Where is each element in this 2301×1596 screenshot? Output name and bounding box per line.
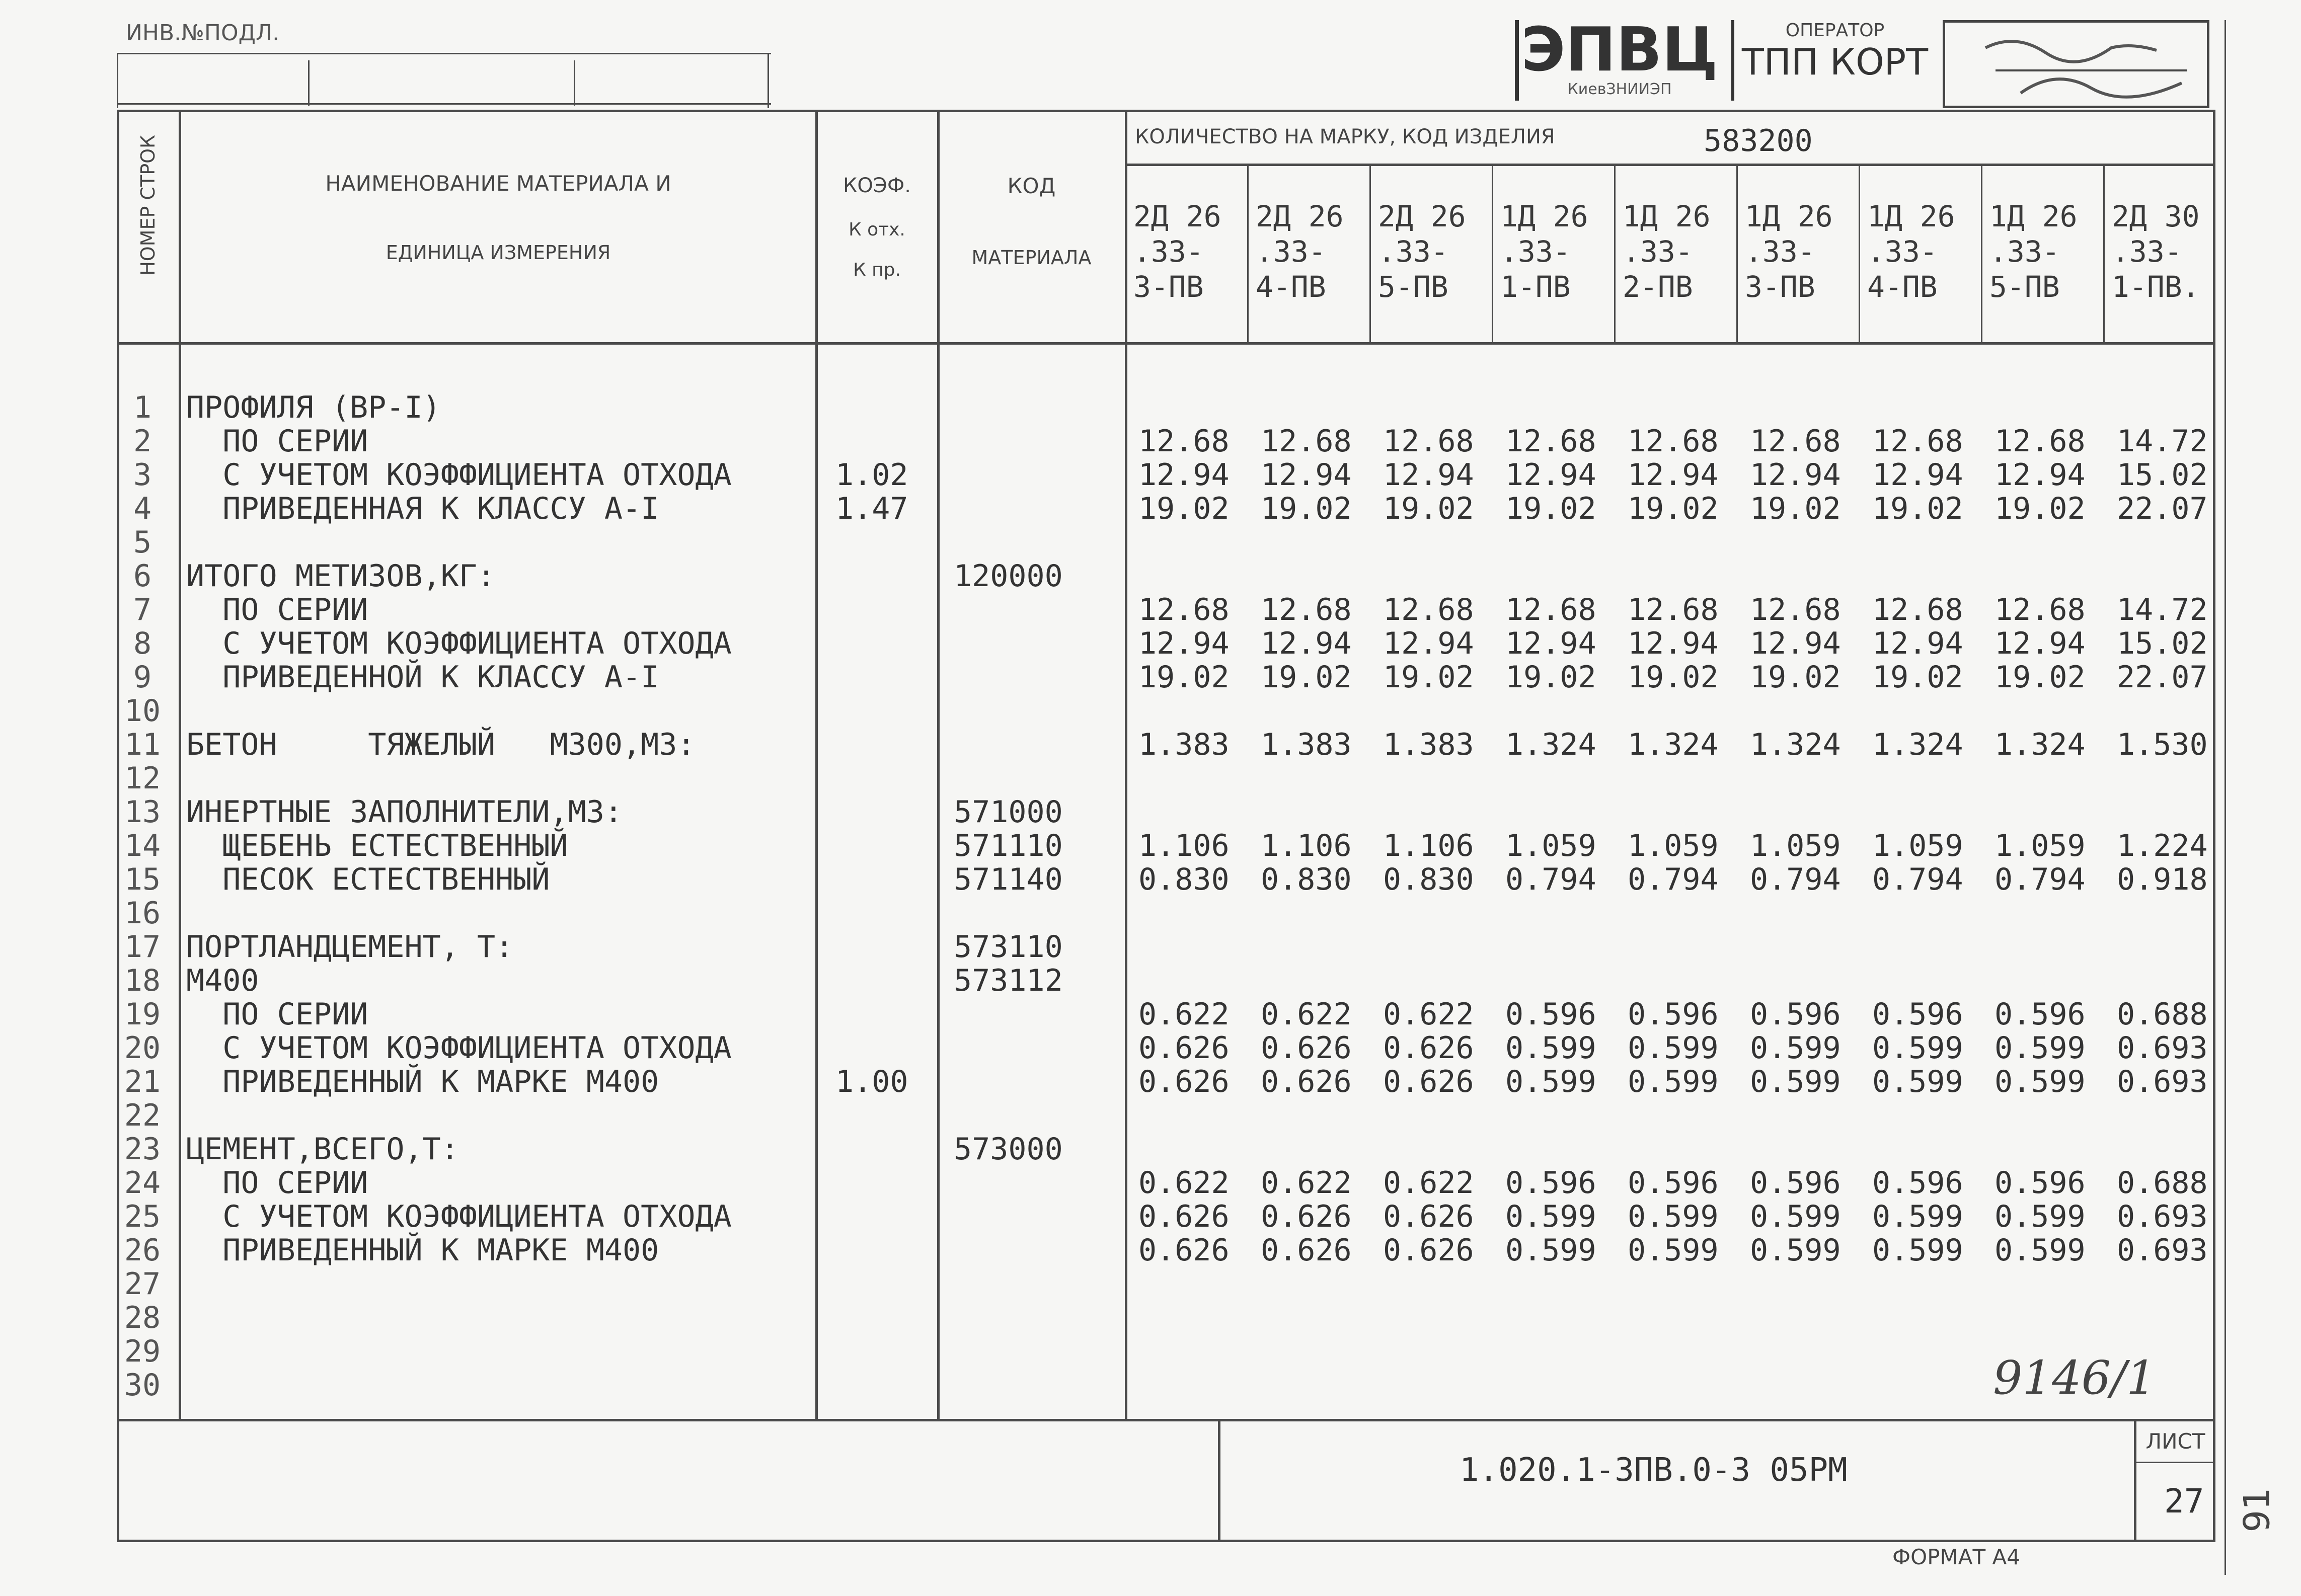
- top-box-edge-2: [768, 53, 769, 108]
- value-cell: 12.68: [1750, 592, 1841, 627]
- value-cell: 19.02: [1138, 660, 1230, 695]
- value-cell: 12.94: [1505, 457, 1596, 493]
- value-cell: 0.599: [1872, 1233, 1963, 1268]
- value-cell: 19.02: [1383, 491, 1474, 526]
- top-left-label: ИНВ.№ПОДЛ.: [126, 20, 280, 46]
- value-cell: 1.059: [1750, 828, 1841, 863]
- name-header-line1: НАИМЕНОВАНИЕ МАТЕРИАЛА И: [325, 171, 671, 196]
- qty-header: КОЛИЧЕСТВО НА МАРКУ, КОД ИЗДЕЛИЯ: [1135, 125, 1555, 148]
- value-cell: 0.626: [1261, 1233, 1352, 1268]
- name-header-line2: ЕДИНИЦА ИЗМЕРЕНИЯ: [386, 242, 611, 264]
- value-cell: 1.324: [1628, 727, 1719, 762]
- top-box-edge: [117, 53, 118, 108]
- column-header: 1Д 26 .33- 2-ПВ: [1623, 199, 1711, 304]
- value-cell: 12.94: [1261, 457, 1352, 493]
- value-cell: 1.383: [1138, 727, 1230, 762]
- column-header: 2Д 30 .33- 1-ПВ.: [2112, 199, 2200, 304]
- header-bottom-border: [117, 342, 2215, 345]
- row-number: 3: [133, 457, 152, 493]
- material-name: ПО СЕРИИ: [186, 1165, 368, 1201]
- coef-header-line3: К пр.: [853, 260, 901, 280]
- value-cell: 0.599: [1628, 1199, 1719, 1234]
- value-cell: 0.794: [1995, 862, 2086, 897]
- row-number: 16: [124, 896, 161, 931]
- value-cell: 14.72: [2117, 592, 2208, 627]
- value-cell: 0.596: [1750, 997, 1841, 1032]
- value-row: [1138, 997, 2239, 1032]
- value-row: [1138, 1233, 2239, 1268]
- format-label: ФОРМАТ А4: [1892, 1545, 2020, 1569]
- row-number: 24: [124, 1165, 161, 1201]
- coefficient: 1.47: [835, 491, 908, 526]
- value-cell: 22.07: [2117, 491, 2208, 526]
- material-name: ПЕСОК ЕСТЕСТВЕННЫЙ: [186, 862, 550, 897]
- row-number: 14: [124, 828, 161, 863]
- value-cell: 1.383: [1383, 727, 1474, 762]
- value-cell: 0.626: [1261, 1030, 1352, 1066]
- footer-bottom-border: [117, 1540, 2215, 1542]
- material-code: 120000: [954, 558, 1063, 594]
- value-cell: 0.596: [1750, 1165, 1841, 1201]
- value-cell: 12.68: [1383, 592, 1474, 627]
- material-name: М400: [186, 963, 259, 998]
- code-header-line1: КОД: [1007, 174, 1056, 198]
- row-number: 29: [124, 1334, 161, 1369]
- value-cell: 0.599: [1995, 1233, 2086, 1268]
- value-cell: 0.599: [1872, 1030, 1963, 1066]
- row-number: 1: [133, 390, 152, 425]
- row-number: 26: [124, 1233, 161, 1268]
- value-cell: 12.68: [1872, 424, 1963, 459]
- material-name: С УЧЕТОМ КОЭФФИЦИЕНТА ОТХОДА: [186, 626, 732, 661]
- value-cell: 0.622: [1261, 997, 1352, 1032]
- material-name: ПО СЕРИИ: [186, 997, 368, 1032]
- coefficient: 1.02: [835, 457, 908, 493]
- value-cell: 12.94: [1750, 626, 1841, 661]
- value-cell: 19.02: [1138, 491, 1230, 526]
- value-cell: 12.94: [1872, 626, 1963, 661]
- material-code: 571140: [954, 862, 1063, 897]
- column-header: 2Д 26 .33- 3-ПВ: [1133, 199, 1221, 304]
- value-cell: 0.622: [1261, 1165, 1352, 1201]
- value-cell: 0.688: [2117, 997, 2208, 1032]
- rownum-header: НОМЕР СТРОК: [137, 134, 160, 276]
- value-cell: 12.94: [1628, 457, 1719, 493]
- row-number: 22: [124, 1098, 161, 1133]
- material-name: ЦЕМЕНТ,ВСЕГО,Т:: [186, 1132, 459, 1167]
- value-cell: 19.02: [1995, 660, 2086, 695]
- top-box-divider: [308, 60, 310, 106]
- value-row: [1138, 491, 2239, 526]
- value-cell: 0.830: [1138, 862, 1230, 897]
- material-code: 573112: [954, 963, 1063, 998]
- row-number: 11: [124, 727, 161, 762]
- coef-header-line2: К отх.: [849, 219, 905, 240]
- sheet-number: 27: [2164, 1482, 2204, 1521]
- value-row: [1138, 727, 2239, 762]
- table-right-border: [2213, 110, 2215, 1540]
- value-cell: 0.626: [1138, 1064, 1230, 1099]
- value-cell: 0.693: [2117, 1233, 2208, 1268]
- value-cell: 22.07: [2117, 660, 2208, 695]
- row-number: 12: [124, 761, 161, 796]
- value-cell: 12.94: [1628, 626, 1719, 661]
- value-row: [1138, 457, 2239, 493]
- material-name: ПРИВЕДЕННОЙ К КЛАССУ А-I: [186, 660, 659, 695]
- value-cell: 19.02: [1505, 660, 1596, 695]
- value-cell: 12.68: [1995, 424, 2086, 459]
- value-cell: 0.626: [1383, 1199, 1474, 1234]
- value-cell: 1.324: [1750, 727, 1841, 762]
- operator-box: ОПЕРАТОР ТПП КОРТ: [1731, 20, 1936, 101]
- value-cell: 0.918: [2117, 862, 2208, 897]
- material-name: БЕТОН ТЯЖЕЛЫЙ М300,М3:: [186, 727, 696, 762]
- value-cell: 19.02: [1383, 660, 1474, 695]
- value-cell: 12.94: [1138, 457, 1230, 493]
- material-name: С УЧЕТОМ КОЭФФИЦИЕНТА ОТХОДА: [186, 1030, 732, 1066]
- value-cell: 12.94: [1138, 626, 1230, 661]
- column-header: 1Д 26 .33- 1-ПВ: [1500, 199, 1588, 304]
- material-code: 573000: [954, 1132, 1063, 1167]
- material-name: ПРОФИЛЯ (ВР-I): [186, 390, 441, 425]
- material-name: ИНЕРТНЫЕ ЗАПОЛНИТЕЛИ,М3:: [186, 794, 623, 830]
- value-cell: 0.626: [1261, 1064, 1352, 1099]
- value-row: [1138, 1064, 2239, 1099]
- top-box-divider-2: [574, 60, 575, 106]
- value-cell: 12.68: [1505, 424, 1596, 459]
- value-row: [1138, 1165, 2239, 1201]
- row-number: 25: [124, 1199, 161, 1234]
- value-cell: 0.596: [1995, 1165, 2086, 1201]
- value-cell: 0.599: [1750, 1030, 1841, 1066]
- value-cell: 12.68: [1628, 592, 1719, 627]
- value-cell: 19.02: [1872, 491, 1963, 526]
- material-code: 571110: [954, 828, 1063, 863]
- column-header: 1Д 26 .33- 5-ПВ: [1989, 199, 2078, 304]
- value-row: [1138, 1199, 2239, 1234]
- row-number: 30: [124, 1368, 161, 1403]
- value-cell: 12.94: [1383, 457, 1474, 493]
- rownum-divider: [179, 110, 181, 1419]
- value-cell: 0.626: [1138, 1199, 1230, 1234]
- row-number: 10: [124, 693, 161, 729]
- value-row: [1138, 626, 2239, 661]
- value-cell: 0.596: [1505, 1165, 1596, 1201]
- material-name: ЩЕБЕНЬ ЕСТЕСТВЕННЫЙ: [186, 828, 568, 863]
- value-cell: 12.94: [1261, 626, 1352, 661]
- value-row: [1138, 660, 2239, 695]
- material-name: С УЧЕТОМ КОЭФФИЦИЕНТА ОТХОДА: [186, 1199, 732, 1234]
- row-number: 28: [124, 1300, 161, 1335]
- value-cell: 0.693: [2117, 1064, 2208, 1099]
- value-cell: 19.02: [1261, 660, 1352, 695]
- value-cell: 0.596: [1995, 997, 2086, 1032]
- value-cell: 12.94: [1995, 626, 2086, 661]
- qty-header-underline: [1125, 164, 2215, 166]
- value-cell: 0.599: [1628, 1030, 1719, 1066]
- row-number: 23: [124, 1132, 161, 1167]
- value-cell: 1.224: [2117, 828, 2208, 863]
- row-number: 18: [124, 963, 161, 998]
- value-cell: 0.599: [1505, 1199, 1596, 1234]
- value-cell: 19.02: [1505, 491, 1596, 526]
- row-number: 5: [133, 525, 152, 560]
- row-number: 21: [124, 1064, 161, 1099]
- value-cell: 14.72: [2117, 424, 2208, 459]
- value-cell: 0.599: [1628, 1064, 1719, 1099]
- value-cell: 0.794: [1872, 862, 1963, 897]
- value-cell: 0.599: [1995, 1199, 2086, 1234]
- value-cell: 12.68: [1505, 592, 1596, 627]
- value-cell: 0.599: [1750, 1233, 1841, 1268]
- value-cell: 0.622: [1138, 997, 1230, 1032]
- value-cell: 19.02: [1628, 660, 1719, 695]
- value-cell: 0.599: [1505, 1233, 1596, 1268]
- value-cell: 0.622: [1383, 997, 1474, 1032]
- value-cell: 0.794: [1505, 862, 1596, 897]
- row-number: 9: [133, 660, 152, 695]
- value-cell: 0.830: [1383, 862, 1474, 897]
- value-cell: 12.94: [1383, 626, 1474, 661]
- code-header-line2: МАТЕРИАЛА: [971, 247, 1092, 269]
- footer-divider: [1218, 1419, 1220, 1540]
- signature-icon: [1945, 23, 2202, 103]
- value-cell: 0.596: [1628, 1165, 1719, 1201]
- value-cell: 12.68: [1138, 592, 1230, 627]
- org-logo: ЭПВЦ КиевЗНИИЭП: [1515, 20, 1720, 101]
- value-cell: 12.68: [1750, 424, 1841, 459]
- value-row: [1138, 862, 2239, 897]
- value-cell: 0.626: [1383, 1064, 1474, 1099]
- footer-divider-2: [2134, 1419, 2136, 1540]
- value-cell: 0.830: [1261, 862, 1352, 897]
- column-header: 2Д 26 .33- 5-ПВ: [1378, 199, 1466, 304]
- material-name: ПРИВЕДЕННЫЙ К МАРКЕ М400: [186, 1064, 659, 1099]
- value-cell: 19.02: [1628, 491, 1719, 526]
- row-number: 19: [124, 997, 161, 1032]
- value-cell: 12.68: [1138, 424, 1230, 459]
- material-name: ПО СЕРИИ: [186, 424, 368, 459]
- value-cell: 0.626: [1261, 1199, 1352, 1234]
- value-cell: 12.68: [1261, 424, 1352, 459]
- value-cell: 1.106: [1138, 828, 1230, 863]
- value-cell: 12.94: [1872, 457, 1963, 493]
- code-divider: [1125, 110, 1127, 1419]
- value-row: [1138, 592, 2239, 627]
- sheet-label-underline: [2134, 1462, 2214, 1463]
- value-cell: 0.599: [1872, 1199, 1963, 1234]
- row-number: 7: [133, 592, 152, 627]
- handwritten-doc-number: 9146/1: [1993, 1351, 2156, 1405]
- value-cell: 1.324: [1995, 727, 2086, 762]
- material-code: 573110: [954, 929, 1063, 965]
- value-cell: 0.599: [1750, 1199, 1841, 1234]
- value-cell: 19.02: [1750, 660, 1841, 695]
- table-left-border: [117, 110, 119, 1540]
- value-cell: 12.68: [1995, 592, 2086, 627]
- row-number: 27: [124, 1266, 161, 1302]
- sheet-label: ЛИСТ: [2145, 1429, 2205, 1454]
- material-name: ПО СЕРИИ: [186, 592, 368, 627]
- name-divider: [815, 110, 818, 1419]
- value-cell: 0.596: [1505, 997, 1596, 1032]
- value-cell: 0.622: [1383, 1165, 1474, 1201]
- table-bottom-border: [117, 1419, 2215, 1421]
- value-cell: 1.059: [1505, 828, 1596, 863]
- row-number: 13: [124, 794, 161, 830]
- row-number: 6: [133, 558, 152, 594]
- row-number: 4: [133, 491, 152, 526]
- value-cell: 15.02: [2117, 457, 2208, 493]
- value-cell: 0.794: [1750, 862, 1841, 897]
- row-number: 8: [133, 626, 152, 661]
- coef-header-line1: КОЭФ.: [843, 174, 911, 197]
- value-cell: 19.02: [1872, 660, 1963, 695]
- material-name: ПОРТЛАНДЦЕМЕНТ, Т:: [186, 929, 514, 965]
- coef-divider: [937, 110, 940, 1419]
- material-name: ПРИВЕДЕННАЯ К КЛАССУ А-I: [186, 491, 659, 526]
- product-code: 583200: [1704, 123, 1813, 158]
- column-header: 1Д 26 .33- 3-ПВ: [1745, 199, 1833, 304]
- value-cell: 0.693: [2117, 1199, 2208, 1234]
- value-cell: 0.599: [1505, 1030, 1596, 1066]
- side-page-number: 91: [2236, 1487, 2278, 1533]
- value-cell: 19.02: [1995, 491, 2086, 526]
- top-rule: [117, 53, 771, 54]
- value-cell: 12.68: [1628, 424, 1719, 459]
- material-name: ПРИВЕДЕННЫЙ К МАРКЕ М400: [186, 1233, 659, 1268]
- column-header: 2Д 26 .33- 4-ПВ: [1256, 199, 1344, 304]
- value-cell: 19.02: [1261, 491, 1352, 526]
- value-cell: 0.599: [1628, 1233, 1719, 1268]
- value-cell: 1.324: [1872, 727, 1963, 762]
- table-top-border: [117, 110, 2215, 112]
- value-cell: 0.626: [1138, 1030, 1230, 1066]
- value-cell: 0.693: [2117, 1030, 2208, 1066]
- value-cell: 0.794: [1628, 862, 1719, 897]
- value-cell: 1.106: [1383, 828, 1474, 863]
- value-cell: 1.106: [1261, 828, 1352, 863]
- value-row: [1138, 1030, 2239, 1066]
- material-code: 571000: [954, 794, 1063, 830]
- value-cell: 12.94: [1505, 626, 1596, 661]
- row-number: 15: [124, 862, 161, 897]
- material-name: ИТОГО МЕТИЗОВ,КГ:: [186, 558, 496, 594]
- value-cell: 0.599: [1750, 1064, 1841, 1099]
- value-cell: 15.02: [2117, 626, 2208, 661]
- coefficient: 1.00: [835, 1064, 908, 1099]
- value-cell: 1.324: [1505, 727, 1596, 762]
- signature-box: [1943, 20, 2209, 108]
- material-name: С УЧЕТОМ КОЭФФИЦИЕНТА ОТХОДА: [186, 457, 732, 493]
- value-cell: 19.02: [1750, 491, 1841, 526]
- value-cell: 1.059: [1995, 828, 2086, 863]
- value-row: [1138, 828, 2239, 863]
- value-cell: 12.68: [1383, 424, 1474, 459]
- value-cell: 0.596: [1872, 1165, 1963, 1201]
- value-cell: 0.626: [1383, 1030, 1474, 1066]
- value-cell: 0.599: [1872, 1064, 1963, 1099]
- value-cell: 1.530: [2117, 727, 2208, 762]
- value-row: [1138, 424, 2239, 459]
- row-number: 20: [124, 1030, 161, 1066]
- value-cell: 0.622: [1138, 1165, 1230, 1201]
- value-cell: 12.68: [1872, 592, 1963, 627]
- value-cell: 12.68: [1261, 592, 1352, 627]
- value-cell: 1.383: [1261, 727, 1352, 762]
- value-cell: 12.94: [1995, 457, 2086, 493]
- row-number: 17: [124, 929, 161, 965]
- value-cell: 0.688: [2117, 1165, 2208, 1201]
- value-cell: 0.626: [1138, 1233, 1230, 1268]
- row-number: 2: [133, 424, 152, 459]
- value-cell: 1.059: [1872, 828, 1963, 863]
- column-header: 1Д 26 .33- 4-ПВ: [1867, 199, 1955, 304]
- value-cell: 1.059: [1628, 828, 1719, 863]
- right-edge-line: [2225, 20, 2226, 1575]
- value-cell: 0.596: [1872, 997, 1963, 1032]
- value-cell: 12.94: [1750, 457, 1841, 493]
- top-rule-2: [117, 103, 771, 105]
- value-cell: 0.626: [1383, 1233, 1474, 1268]
- value-cell: 0.596: [1628, 997, 1719, 1032]
- value-cell: 0.599: [1505, 1064, 1596, 1099]
- document-designation: 1.020.1-3ПВ.0-3 05РМ: [1460, 1452, 1848, 1489]
- value-cell: 0.599: [1995, 1030, 2086, 1066]
- value-cell: 0.599: [1995, 1064, 2086, 1099]
